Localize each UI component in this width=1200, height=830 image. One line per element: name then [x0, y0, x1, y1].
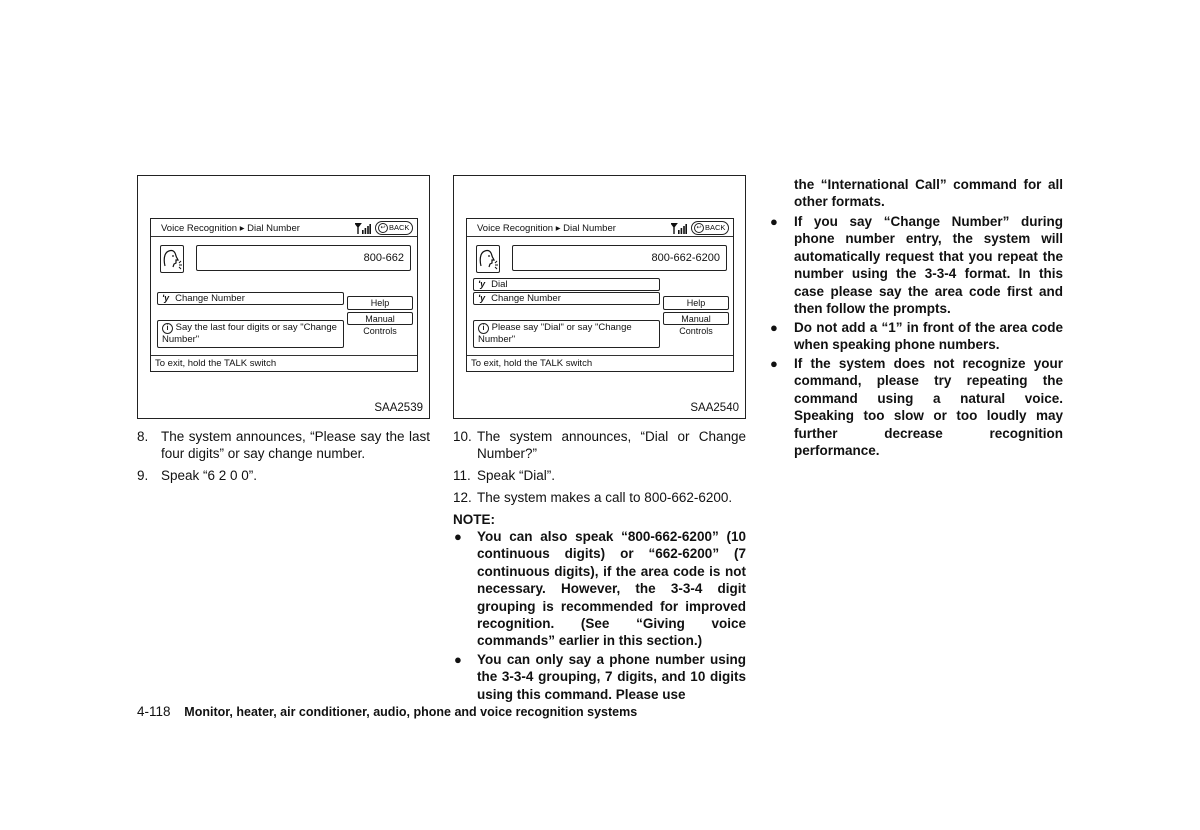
back-label: BACK	[705, 223, 726, 232]
screen-header: Voice Recognition ▸ Dial Number	[477, 223, 616, 234]
signal-icon	[671, 223, 687, 234]
step-10	[453, 428, 746, 464]
header-divider	[467, 236, 733, 237]
screen-footer: To exit, hold the TALK switch	[471, 358, 593, 369]
step-number: 11.	[453, 468, 471, 483]
bullet-icon: ●	[770, 356, 778, 371]
step-number: 10.	[453, 429, 472, 444]
bullet-icon: ●	[454, 529, 462, 544]
back-arrow-icon: ↩	[694, 223, 704, 233]
option-change-number[interactable]	[473, 292, 660, 305]
step-8	[137, 428, 430, 464]
figure-label: SAA2539	[374, 402, 423, 414]
step-9	[137, 467, 430, 485]
step-text: Speak “6 2 0 0”.	[161, 468, 258, 483]
manual-controls-button[interactable]: Manual Controls	[347, 312, 413, 325]
note-bullet-4: Do not add a “1” in front of the area code when speaking phone numbers.	[794, 320, 1063, 353]
speaking-face-icon	[161, 246, 183, 272]
screen-header: Voice Recognition ▸ Dial Number	[161, 223, 300, 234]
info-prompt-box	[473, 320, 660, 348]
page-number: 4-118	[137, 704, 171, 719]
info-text: Please say "Dial" or say "Change Number"	[478, 322, 632, 345]
number-display: 800-662	[196, 245, 411, 271]
back-label: BACK	[389, 223, 410, 232]
note-bullet-2: You can only say a phone number using the 3-3-4 grouping, 7 digits, and 10 digits using this command. Please use	[477, 652, 746, 702]
step-text: The system makes a call to 800-662-6200.	[477, 490, 733, 505]
continued-text: the “International Call” command for all other formats.	[794, 177, 1063, 210]
step-text: The system announces, “Please say the last four digits” or say change number.	[161, 429, 430, 462]
back-arrow-icon: ↩	[378, 223, 388, 233]
back-button[interactable]	[691, 221, 729, 235]
page-footer	[137, 704, 637, 719]
info-prompt-box	[157, 320, 344, 348]
screen-footer: To exit, hold the TALK switch	[155, 358, 277, 369]
info-icon: i	[478, 323, 489, 334]
option-change-number[interactable]	[157, 292, 344, 305]
figure-saa2540	[453, 175, 746, 419]
step-text: Speak “Dial”.	[477, 468, 556, 483]
note-bullet-3: If you say “Change Number” during phone number entry, the system will automatically request that you repeat the number using the 3-3-4 format. In this case please say the area code first and then follow the prompts.	[794, 214, 1063, 317]
option-label: Change Number	[175, 293, 245, 304]
figure-saa2539	[137, 175, 430, 419]
screen-dial-number	[466, 218, 734, 372]
figure-label: SAA2540	[690, 402, 739, 414]
signal-icon	[355, 223, 371, 234]
info-icon: i	[162, 323, 173, 334]
step-number: 8.	[137, 429, 149, 444]
note-bullet-5: If the system does not recognize your command, please try repeating the command using a natural voice. Speaking too slow or too loudly may further decrease recognition performance.	[794, 356, 1063, 459]
footer-divider	[467, 355, 733, 356]
help-button[interactable]: Help	[663, 296, 729, 310]
bullet-icon: ●	[454, 652, 462, 667]
option-label: Dial	[491, 279, 508, 290]
footer-divider	[151, 355, 417, 356]
back-button[interactable]	[375, 221, 413, 235]
step-text: The system announces, “Dial or Change Number?”	[477, 429, 746, 462]
speaker-face-box	[160, 245, 184, 273]
step-number: 12.	[453, 490, 472, 505]
step-12	[453, 489, 746, 507]
speaking-face-icon	[477, 246, 499, 272]
step-number: 9.	[137, 468, 149, 483]
number-display: 800-662-6200	[512, 245, 727, 271]
option-label: Change Number	[491, 293, 561, 304]
header-divider	[151, 236, 417, 237]
bullet-icon: ●	[770, 320, 778, 335]
voice-command-icon: ʹy	[478, 293, 486, 303]
voice-command-icon: ʹy	[162, 293, 170, 303]
option-dial[interactable]	[473, 278, 660, 291]
voice-command-icon: ʹy	[478, 279, 486, 289]
screen-dial-number	[150, 218, 418, 372]
step-11	[453, 467, 746, 485]
manual-controls-button[interactable]: Manual Controls	[663, 312, 729, 325]
info-text: Say the last four digits or say "Change Number"	[162, 322, 337, 345]
bullet-icon: ●	[770, 214, 778, 229]
section-title: Monitor, heater, air conditioner, audio, phone and voice recognition systems	[184, 705, 638, 719]
note-heading: NOTE:	[453, 512, 495, 527]
speaker-face-box	[476, 245, 500, 273]
note-bullet-1: You can also speak “800-662-6200” (10 continuous digits) or “662-6200” (7 continuous digits), if the area code is not necessary. However, the 3-3-4 digit grouping is recommended for improved recognition. (See “Giving voice commands” earlier in this section.)	[477, 529, 746, 649]
help-button[interactable]: Help	[347, 296, 413, 310]
